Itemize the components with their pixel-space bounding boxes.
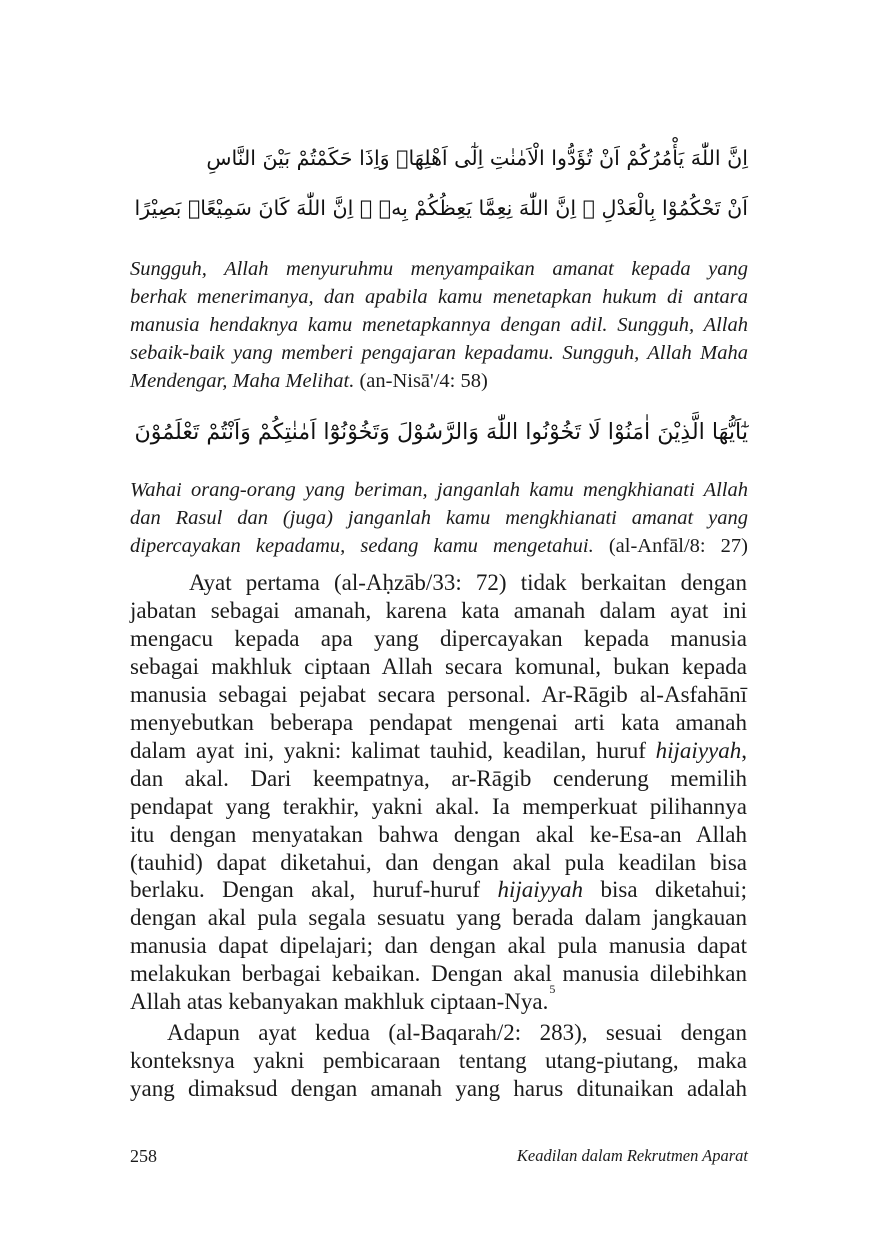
body-line	[130, 653, 747, 681]
body-line	[130, 1019, 747, 1047]
running-title: Keadilan dalam Rekrutmen Aparat	[516, 1146, 748, 1165]
body-line	[130, 1047, 747, 1075]
text-run: bisa diketahui;	[583, 877, 747, 903]
text-run: jabatan sebagai amanah, karena kata amanah dalam ayat ini	[130, 597, 747, 623]
translation-line	[130, 504, 748, 532]
text-run: konteksnya yakni pembicaraan tentang utang-piutang, maka	[130, 1048, 747, 1073]
page-number: 258	[130, 1146, 157, 1166]
footnote-ref: 5	[549, 982, 556, 997]
body-paragraph	[130, 569, 747, 1016]
body-line	[130, 569, 747, 597]
text-run: (tauhid) dapat diketahui, dan dengan akal pula keadilan bisa	[130, 849, 747, 875]
italic-run: manusia hendaknya kamu menetapkannya dengan adil. Sungguh, Allah	[130, 314, 748, 336]
text-run: (al-Anfāl/8: 27)	[593, 535, 748, 557]
arabic-line-text: يٰٓاَيُّهَا الَّذِيْنَ اٰمَنُوْا لَا تَخُوْنُوا اللّٰهَ وَالرَّسُوْلَ وَتَخُوْنُوْٓا اَمٰنٰتِكُمْ وَاَنْتُمْ تَعْلَمُوْنَ	[134, 419, 748, 445]
arabic-line	[130, 183, 748, 233]
translation-line	[130, 283, 748, 311]
text-run: dengan akal pula segala sesuatu yang berada dalam jangkauan	[130, 905, 747, 931]
text-run: sebagai makhluk ciptaan Allah secara komunal, bukan kepada	[130, 653, 747, 679]
verse-translation	[130, 476, 748, 560]
translation-line	[130, 255, 748, 283]
italic-run: Mendengar, Maha Melihat.	[130, 370, 355, 392]
verse-arabic-text	[130, 407, 748, 457]
italic-run: Sungguh, Allah menyuruhmu menyampaikan amanat kepada yang	[130, 258, 748, 280]
body-line	[130, 765, 747, 793]
text-run: mengacu kepada apa yang dipercayakan kepada manusia	[130, 625, 747, 651]
italic-run: sebaik-baik yang memberi pengajaran kepadamu. Sungguh, Allah Maha	[130, 342, 748, 364]
body-paragraph	[130, 1019, 747, 1103]
italic-run: hijaiyyah	[655, 737, 742, 763]
text-run: (an-Nisā'/4: 58)	[354, 370, 488, 392]
body-line	[130, 876, 747, 904]
text-run: ,	[741, 737, 747, 763]
translation-line	[130, 532, 748, 560]
arabic-line	[130, 133, 748, 183]
text-run: manusia dapat dipelajari; dan dengan akal pula manusia dapat	[130, 933, 747, 959]
body-line	[130, 960, 747, 988]
text-run: itu dengan menyatakan bahwa dengan akal ke-Esa-an Allah	[130, 821, 747, 847]
text-run: pendapat yang terakhir, yakni akal. Ia memperkuat pilihannya	[130, 793, 747, 819]
text-run: Allah atas kebanyakan makhluk ciptaan-Nya.	[130, 989, 549, 1015]
italic-run: berhak menerimanya, dan apabila kamu menetapkan hukum di antara	[130, 286, 748, 308]
translation-line	[130, 339, 748, 367]
body-line	[130, 709, 747, 737]
body-line	[130, 793, 747, 821]
italic-run: dan Rasul dan (juga) janganlah kamu mengkhianati amanat yang	[130, 507, 748, 529]
body-line	[130, 737, 747, 765]
text-run: dan akal. Dari keempatnya, ar-Rāgib cenderung memilih	[130, 765, 747, 791]
translation-line	[130, 476, 748, 504]
body-line	[130, 982, 747, 1016]
text-run: berlaku. Dengan akal, huruf-huruf	[130, 877, 498, 903]
italic-run: dipercayakan kepadamu, sedang kamu mengetahui.	[130, 535, 594, 557]
translation-line	[130, 311, 748, 339]
body-line	[130, 821, 747, 849]
verse-arabic-text	[130, 133, 748, 233]
body-line	[130, 1075, 747, 1103]
text-run: Ayat pertama (al-Aḥzāb/33: 72) tidak berkaitan dengan	[189, 570, 747, 595]
text-run: Adapun ayat kedua (al-Baqarah/2: 283), sesuai dengan	[167, 1020, 747, 1045]
verse-translation	[130, 255, 748, 395]
body-line	[130, 681, 747, 709]
text-run: yang dimaksud dengan amanah yang harus ditunaikan adalah	[130, 1076, 747, 1101]
body-line	[130, 932, 747, 960]
body-line	[130, 849, 747, 877]
text-run: manusia sebagai pejabat secara personal. Ar-Rāgib al-Asfahānī	[130, 681, 747, 707]
text-run: melakukan berbagai kebaikan. Dengan akal manusia dilebihkan	[130, 961, 747, 987]
text-run: dalam ayat ini, yakni: kalimat tauhid, keadilan, huruf	[130, 737, 656, 763]
arabic-line-text: اَنْ تَحْكُمُوْا بِالْعَدْلِ ۗ اِنَّ اللّٰهَ نِعِمَّا يَعِظُكُمْ بِهٖ ۗ اِنَّ اللّٰهَ كَانَ سَمِيْعًاۢ بَصِيْرًا	[134, 196, 748, 220]
body-line	[130, 597, 747, 625]
arabic-line-text: اِنَّ اللّٰهَ يَأْمُرُكُمْ اَنْ تُؤَدُّوا الْاَمٰنٰتِ اِلٰٓى اَهْلِهَاۙ وَاِذَا حَكَمْتُمْ بَيْنَ النَّاسِ	[206, 146, 748, 170]
translation-line	[130, 367, 748, 395]
body-line	[130, 904, 747, 932]
text-run: menyebutkan beberapa pendapat mengenai arti kata amanah	[130, 709, 747, 735]
body-line	[130, 625, 747, 653]
italic-run: Wahai orang-orang yang beriman, janganlah kamu mengkhianati Allah	[130, 479, 748, 501]
page-footer	[130, 1143, 748, 1169]
italic-run: hijaiyyah	[497, 877, 584, 903]
arabic-line	[130, 407, 748, 457]
